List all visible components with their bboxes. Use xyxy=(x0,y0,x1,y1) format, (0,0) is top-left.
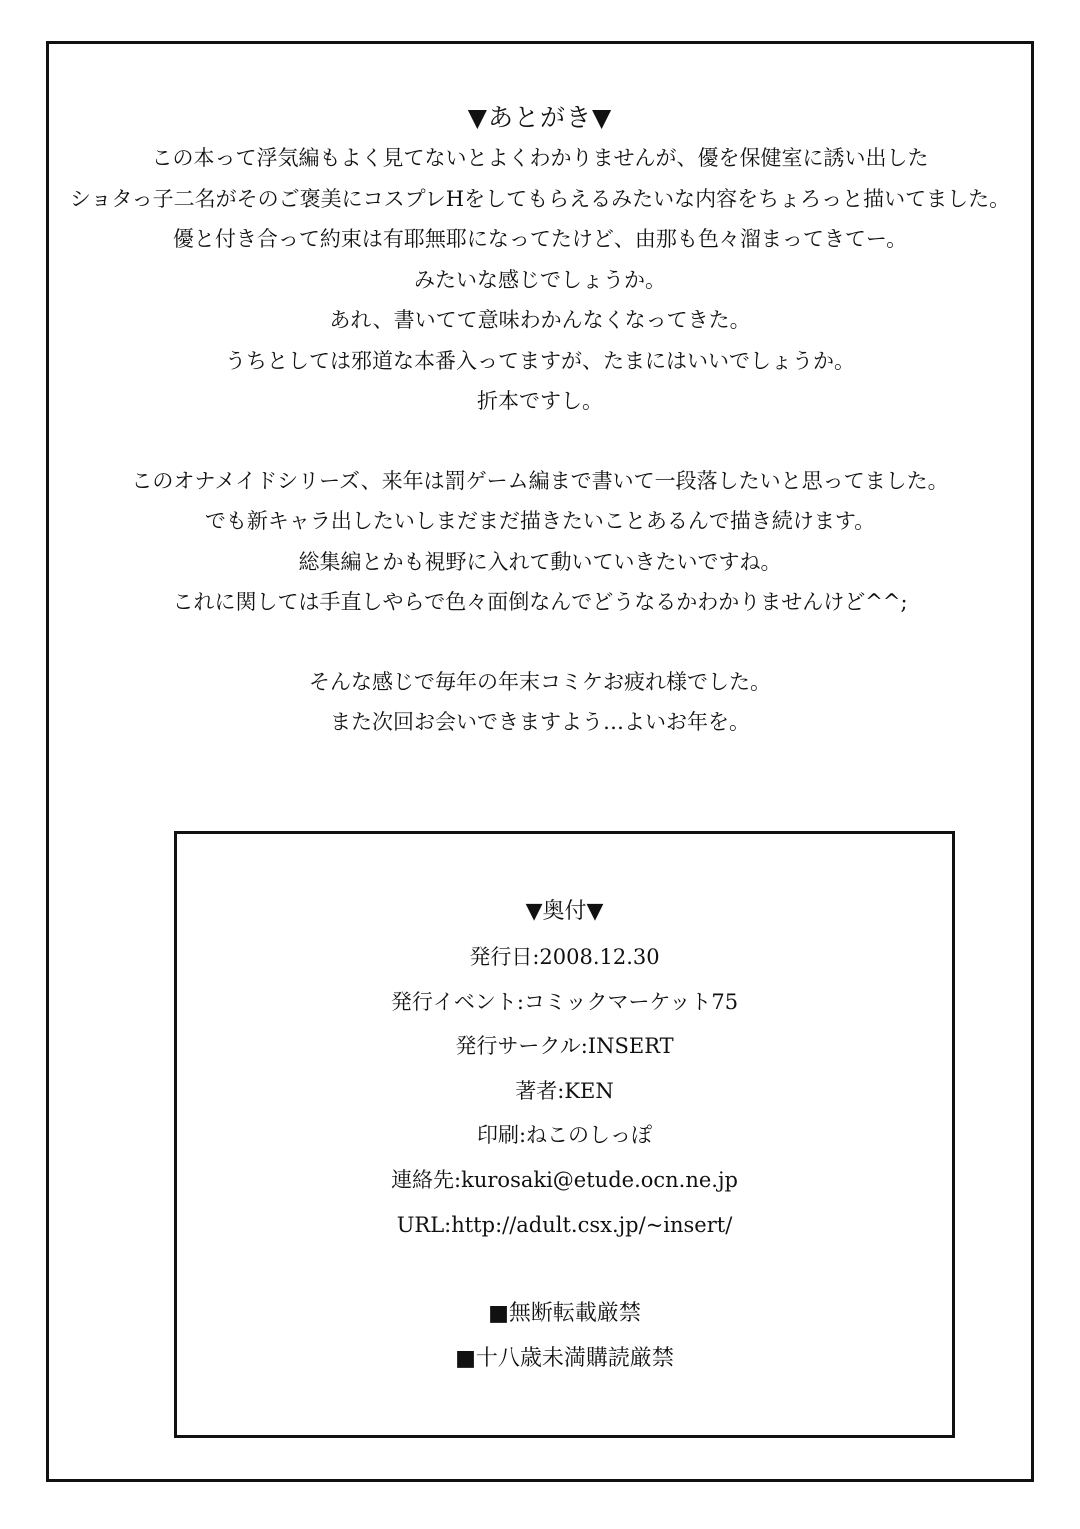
no-reprint-notice: ■無断転載厳禁 xyxy=(488,1301,641,1327)
afterword-paragraph-1 xyxy=(46,138,1034,422)
afterword-line: ショタっ子二名がそのご褒美にコスプレHをしてもらえるみたいな内容をちょろっと描いてました。 xyxy=(69,186,1011,211)
afterword-title: ▼あとがき▼ xyxy=(467,103,613,132)
afterword-line: そんな感じで毎年の年末コミケお疲れ様でした。 xyxy=(309,669,771,694)
contact-email: 連絡先:kurosaki@etude.ocn.ne.jp xyxy=(391,1167,738,1192)
afterword-line: みたいな感じでしょうか。 xyxy=(414,267,666,292)
afterword-line: うちとしては邪道な本番入ってますが、たまにはいいでしょうか。 xyxy=(225,348,855,373)
colophon-section xyxy=(174,891,955,1381)
afterword-line: 総集編とかも視野に入れて動いていきたいですね。 xyxy=(298,549,782,574)
afterword-line: 折本ですし。 xyxy=(477,389,603,413)
afterword-line: あれ、書いてて意味わかんなくなってきた。 xyxy=(329,308,751,332)
afterword-line: この本って浮気編もよく見てないとよくわかりませんが、優を保健室に誘い出した xyxy=(151,146,929,170)
website-url: URL:http://adult.csx.jp/~insert/ xyxy=(396,1212,733,1237)
notice-spacer xyxy=(174,1247,955,1291)
adults-only-notice: ■十八歳未満購読厳禁 xyxy=(455,1346,674,1372)
afterword-section xyxy=(46,98,1034,743)
afterword-paragraph-3 xyxy=(46,662,1034,743)
afterword-line: これに関しては手直しやらで色々面倒なんでどうなるかわかりませんけど^^; xyxy=(172,590,908,614)
paragraph-spacer xyxy=(46,623,1034,662)
issue-event: 発行イベント:コミックマーケット75 xyxy=(390,989,739,1014)
printer: 印刷:ねこのしっぽ xyxy=(476,1123,653,1148)
paragraph-spacer xyxy=(46,422,1034,461)
afterword-line: このオナメイドシリーズ、来年は罰ゲーム編まで書いて一段落したいと思ってました。 xyxy=(131,468,949,493)
author: 著者:KEN xyxy=(515,1078,614,1103)
afterword-paragraph-2 xyxy=(46,461,1034,623)
issue-date: 発行日:2008.12.30 xyxy=(469,945,660,969)
colophon-title: ▼奥付▼ xyxy=(525,899,604,924)
afterword-line: また次回お会いできますよう…よいお年を。 xyxy=(330,710,750,734)
issue-circle: 発行サークル:INSERT xyxy=(455,1034,674,1059)
afterword-line: 優と付き合って約束は有耶無耶になってたけど、由那も色々溜まってきてー。 xyxy=(172,227,908,251)
afterword-line: でも新キャラ出したいしまだまだ描きたいことあるんで描き続けます。 xyxy=(204,509,876,533)
